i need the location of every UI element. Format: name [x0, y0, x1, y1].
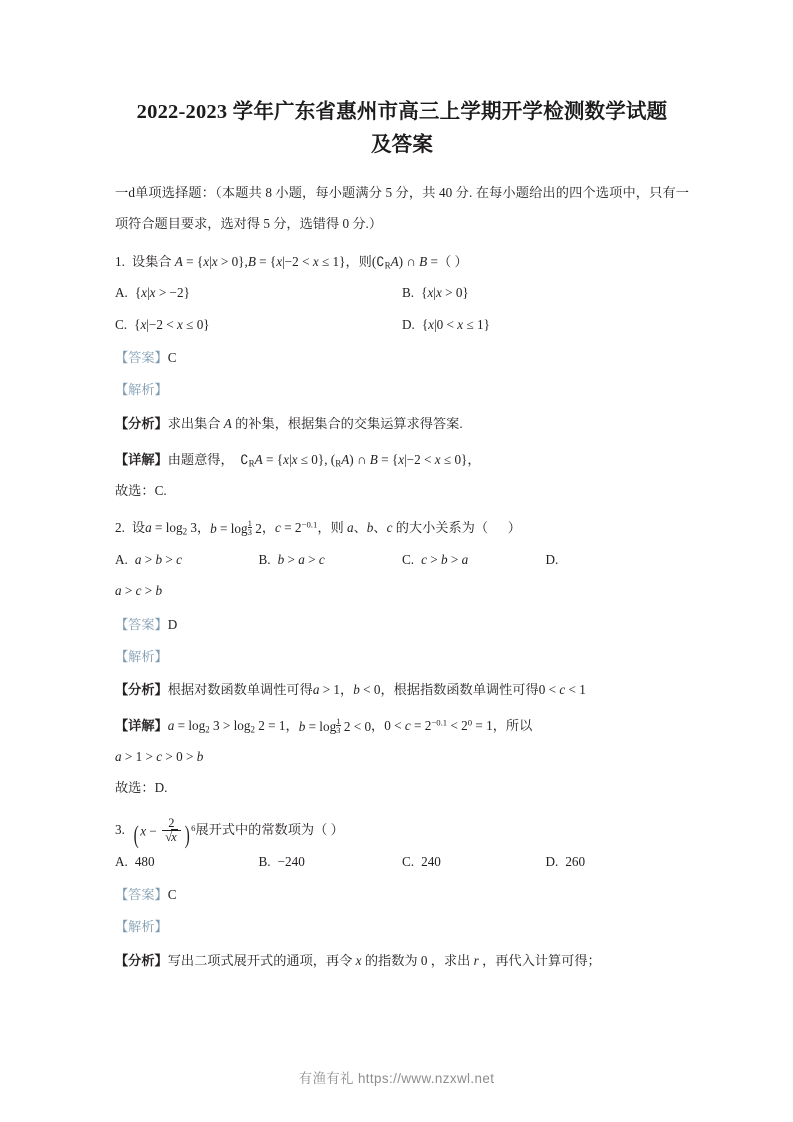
question-2-option-d-text[interactable] — [115, 576, 402, 606]
question-2-analysis — [115, 676, 689, 705]
choose-label: 故选： — [115, 483, 155, 499]
question-2-explain-line — [115, 644, 689, 670]
question-3-expression: ( x − $\frac{2}{√x}$ ) $^6$ — [133, 815, 196, 849]
analysis-m3: 0 < c < 1 — [538, 682, 586, 698]
option-text: 240 — [421, 853, 441, 869]
analysis-tag: 【分析】 — [115, 952, 168, 968]
option-text: −240 — [277, 853, 305, 869]
question-1-options-row-2 — [115, 310, 689, 340]
question-2-option-b[interactable] — [259, 545, 403, 575]
question-3-option-d[interactable] — [546, 847, 690, 877]
detail-m2: b = log $\frac{1}{3}$ 2 < 0 — [298, 715, 372, 736]
question-2-detail — [115, 712, 689, 741]
question-2-options-row-1 — [115, 545, 689, 575]
question-2-c: $c = 2^{-0.1}$ — [275, 519, 318, 535]
option-text: {x|0 < x ≤ 1} — [421, 316, 490, 332]
sep2: ， — [261, 519, 276, 535]
question-2-option-d[interactable] — [546, 545, 690, 575]
choose-value: D. — [154, 780, 168, 796]
question-1-answer-line — [115, 345, 689, 371]
explain-tag: 【解析】 — [115, 648, 168, 664]
detail-line2: a > 1 > c > 0 > b — [115, 748, 204, 764]
option-label: A. — [115, 284, 128, 300]
option-text: c > b > a — [421, 551, 469, 567]
answer-tag: 【答案】 — [115, 350, 168, 366]
question-1-analysis — [115, 410, 689, 439]
option-text: b > a > c — [277, 551, 325, 567]
question-2-a: $a = \log_2 3$ — [145, 519, 197, 537]
option-label: B. — [402, 284, 415, 300]
question-2-options-row-2 — [115, 576, 689, 606]
analysis-mid2: ，根据指数函数单调性可得 — [380, 682, 539, 698]
option-label: B. — [258, 551, 271, 567]
answer-tag: 【答案】 — [115, 887, 168, 903]
question-1-comma: , — [244, 254, 248, 270]
detail-tag: 【详解】 — [115, 718, 168, 734]
question-3-explain-line — [115, 914, 689, 940]
title-line-2: 及答案 — [370, 134, 434, 157]
option-label: D. — [545, 551, 559, 567]
question-1-number: 1. — [115, 254, 125, 270]
question-2-choose — [115, 775, 689, 801]
analysis-m1: a > 1 — [312, 682, 341, 698]
option-label: A. — [115, 551, 128, 567]
analysis-mid1: ， — [340, 682, 354, 698]
analysis-m2: b < 0 — [353, 682, 381, 698]
question-1-set-b: B = {x|−2 < x ≤ 1} — [247, 254, 346, 270]
question-2-option-a[interactable] — [115, 545, 259, 575]
analysis-zero: 0 — [417, 952, 431, 968]
question-1-option-d[interactable] — [402, 310, 689, 340]
option-text: a > c > b — [115, 583, 163, 599]
page-title — [115, 0, 689, 162]
detail-tail: ，所以 — [492, 718, 533, 734]
option-text: 480 — [134, 853, 155, 869]
question-2-stem — [115, 514, 689, 543]
option-label: B. — [258, 853, 271, 869]
analysis-tag: 【分析】 — [115, 682, 168, 698]
detail-prefix: 由题意得， — [167, 451, 234, 467]
footer-watermark: 有渔有礼 https://www.nzxwl.net — [298, 1071, 495, 1086]
detail-m3: $0 < c = 2^{-0.1} < 2^0 = 1$ — [384, 717, 493, 734]
choose-value: C. — [154, 483, 167, 499]
option-text: {x|x > −2} — [134, 284, 190, 300]
question-2-answer-line — [115, 612, 689, 638]
option-label: C. — [402, 853, 415, 869]
analysis-pre: 写出二项式展开式的通项，再令 — [167, 952, 353, 968]
question-3-analysis — [115, 947, 689, 976]
question-2-detail-line2 — [115, 743, 689, 772]
question-2-b: b = log $\frac{1}{3}$ 2 — [210, 517, 262, 538]
option-text: a > b > c — [134, 551, 182, 567]
explain-tag: 【解析】 — [115, 919, 168, 935]
analysis-pre: 根据对数函数单调性可得 — [167, 682, 313, 698]
detail-suffix: ， — [467, 451, 481, 467]
question-3-option-b[interactable] — [259, 847, 403, 877]
question-1-option-b[interactable] — [402, 278, 689, 308]
sep1: ， — [196, 519, 211, 535]
question-1-mid: ，则 — [345, 254, 372, 270]
detail-tag: 【详解】 — [115, 451, 168, 467]
question-1-prefix: 设集合 — [131, 254, 172, 270]
question-2-answer-value: D — [167, 616, 178, 632]
question-1-expression: $(∁_RA)$ ∩ B = — [371, 254, 438, 271]
question-2-tail: ，则 a、b、c 的大小关系为（ ） — [317, 519, 521, 535]
section-instructions: 一d单项选择题：（本题共 8 小题，每小题满分 5 分，共 40 分. 在每小题给出的四个选项中，只有一项符合题目要求，选对得 5 分，选错得 0 分.） — [115, 185, 689, 231]
detail-sep2: ， — [371, 718, 385, 734]
detail-m1: $a = \log_2 3 > \log_2 2 = 1$ — [167, 718, 286, 735]
option-label: C. — [115, 316, 128, 332]
question-1-options-row-1 — [115, 278, 689, 308]
option-label: D. — [402, 316, 415, 332]
option-label: A. — [115, 853, 128, 869]
detail-math: $∁_RA = \{x|x \le 0\}$, $(_RA)$ ∩ B = {x|−2 < x ≤ 0} — [240, 451, 468, 468]
question-1-choose — [115, 478, 689, 504]
choose-label: 故选： — [115, 780, 155, 796]
question-3-option-c[interactable] — [402, 847, 546, 877]
option-label: C. — [402, 551, 415, 567]
option-text: {x|x > 0} — [421, 284, 469, 300]
analysis-tag: 【分析】 — [115, 415, 168, 431]
title-line-1: 2022-2023 学年广东省惠州市高三上学期开学检测数学试题 — [136, 101, 668, 123]
question-1-detail — [115, 446, 689, 475]
question-3-option-a[interactable] — [115, 847, 259, 877]
question-1-explain-line — [115, 377, 689, 403]
option-text: 260 — [565, 853, 586, 869]
question-3-number: 3. — [115, 821, 125, 837]
question-3-answer-line — [115, 882, 689, 908]
analysis-var: x — [355, 952, 362, 968]
question-2-prefix: 设 — [131, 519, 146, 535]
answer-tag: 【答案】 — [115, 616, 168, 632]
question-1-option-c[interactable] — [115, 310, 402, 340]
question-3-text: 展开式中的常数项为（ ） — [195, 821, 344, 837]
explain-tag: 【解析】 — [115, 381, 168, 397]
question-1-stem — [115, 248, 689, 276]
analysis-tail: ，再代入计算可得； — [482, 952, 601, 968]
analysis-r: r — [473, 952, 479, 968]
option-label: D. — [545, 853, 559, 869]
analysis-text: 求出集合 A 的补集，根据集合的交集运算求得答案. — [167, 415, 463, 431]
option-text: {x|−2 < x ≤ 0} — [134, 316, 210, 332]
question-1-answer-value: C — [167, 350, 177, 366]
question-1-option-a[interactable] — [115, 278, 402, 308]
analysis-mid2: ，求出 — [430, 952, 471, 968]
analysis-mid: 的指数为 — [364, 952, 418, 968]
question-1-set-a: A = {x|x > 0} — [174, 254, 245, 270]
question-3-options-row — [115, 847, 689, 877]
question-3-answer-value: C — [167, 887, 177, 903]
question-1-blank: （ ） — [437, 254, 468, 270]
question-2-number: 2. — [115, 519, 125, 535]
question-3-stem — [115, 815, 689, 849]
detail-sep1: ， — [285, 718, 299, 734]
question-2-option-c[interactable] — [402, 545, 546, 575]
